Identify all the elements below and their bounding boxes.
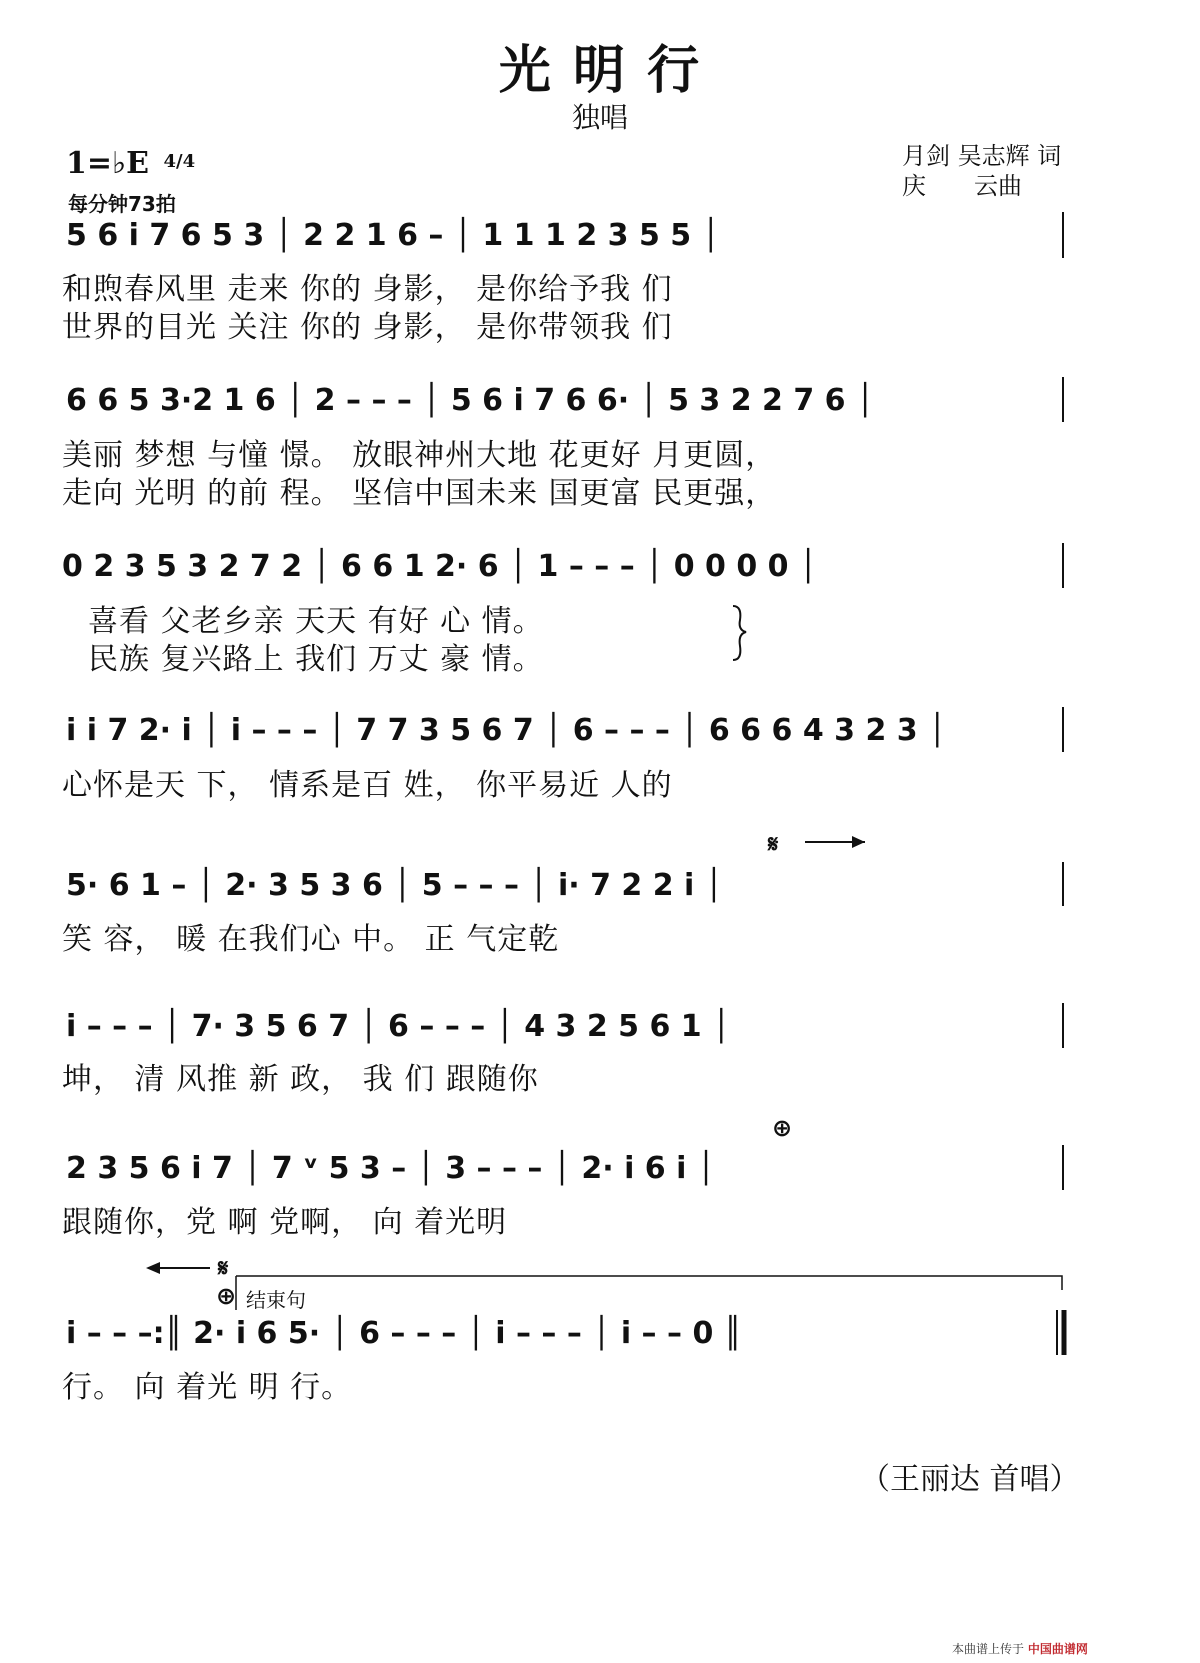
notation-row-7: 2 3 5 6 i 7 │ 7 ᵛ 5 3 – │ 3 – – – │ 2· i 6 i │	[66, 1151, 715, 1186]
ending-label: 结束句	[246, 1288, 306, 1312]
notation-row-8: i – – –:║ 2· i 6 5· │ 6 – – – │ i – – – │ i – – 0 ║	[66, 1316, 742, 1351]
site-name: 中国曲谱网	[1027, 1642, 1088, 1656]
segno-mark-upper: 𝄋	[768, 830, 779, 858]
notation-row-4: i i 7 2· i │ i – – – │ 7 7 3 5 6 7 │ 6 – – – │ 6 6 6 4 3 2 3 │	[66, 713, 947, 748]
lyric-row-3-verse-1: 喜看 父老乡亲 天天 有好 心 情。	[88, 604, 544, 639]
notation-row-3: 0 2 3 5 3 2 7 2 │ 6 6 1 2· 6 │ 1 – – – │ 0 0 0 0 │	[62, 549, 818, 584]
segno-mark-lower: 𝄋	[218, 1254, 229, 1282]
upload-note: 本曲谱上传于	[952, 1642, 1025, 1656]
site-watermark	[952, 1640, 1088, 1657]
song-subtitle: 独唱	[571, 101, 628, 134]
lyric-row-2-verse-2: 走向 光明 的前 程。 坚信中国未来 国更富 民更强，	[62, 476, 777, 511]
lyric-row-3-verse-2: 民族 复兴路上 我们 万丈 豪 情。	[88, 642, 544, 677]
lyricist-credit: 月剑 吴志辉 词	[902, 142, 1062, 170]
lyric-row-4: 心怀是天 下， 情系是百 姓， 你平易近 人的	[62, 768, 673, 803]
coda-mark-lower: ⊕	[216, 1282, 237, 1310]
lyric-row-2-verse-1: 美丽 梦想 与憧 憬。 放眼神州大地 花更好 月更圆，	[62, 438, 777, 473]
tempo-marking: 每分钟73拍	[68, 192, 176, 216]
notation-row-6: i – – – │ 7· 3 5 6 7 │ 6 – – – │ 4 3 2 5 6 1 │	[66, 1009, 731, 1044]
lyric-row-1-verse-2: 世界的目光 关注 你的 身影， 是你带领我 们	[62, 310, 673, 345]
notation-row-1: 5 6 i 7 6 5 3 │ 2 2 1 6 – │ 1 1 1 2 3 5 5 │	[66, 218, 720, 253]
lyric-row-1-verse-1: 和煦春风里 走来 你的 身影， 是你给予我 们	[62, 272, 673, 307]
coda-mark-upper: ⊕	[772, 1114, 793, 1142]
lyric-row-6: 坤， 清 风推 新 政， 我 们 跟随你	[62, 1062, 539, 1097]
performer-credit: （王丽达 首唱）	[860, 1462, 1080, 1497]
notation-row-5: 5· 6 1 – │ 2· 3 5 3 6 │ 5 – – – │ i· 7 2 2 i │	[66, 868, 723, 903]
composer-credit: 庆 云曲	[902, 172, 1022, 200]
key-signature	[66, 146, 195, 181]
key-label: 1=♭E	[66, 146, 150, 181]
time-signature: 4/4	[163, 151, 196, 172]
lyric-row-7: 跟随你，党 啊 党啊， 向 着光明	[62, 1205, 508, 1240]
lyric-row-8: 行。 向 着光 明 行。	[62, 1370, 353, 1405]
lyric-row-5: 笑 容， 暖 在我们心 中。 正 气定乾	[62, 922, 560, 957]
notation-row-2: 6 6 5 3·2 1 6 │ 2 – – – │ 5 6 i 7 6 6· │ 5 3 2 2 7 6 │	[66, 383, 875, 418]
song-title: 光 明 行	[498, 41, 702, 101]
